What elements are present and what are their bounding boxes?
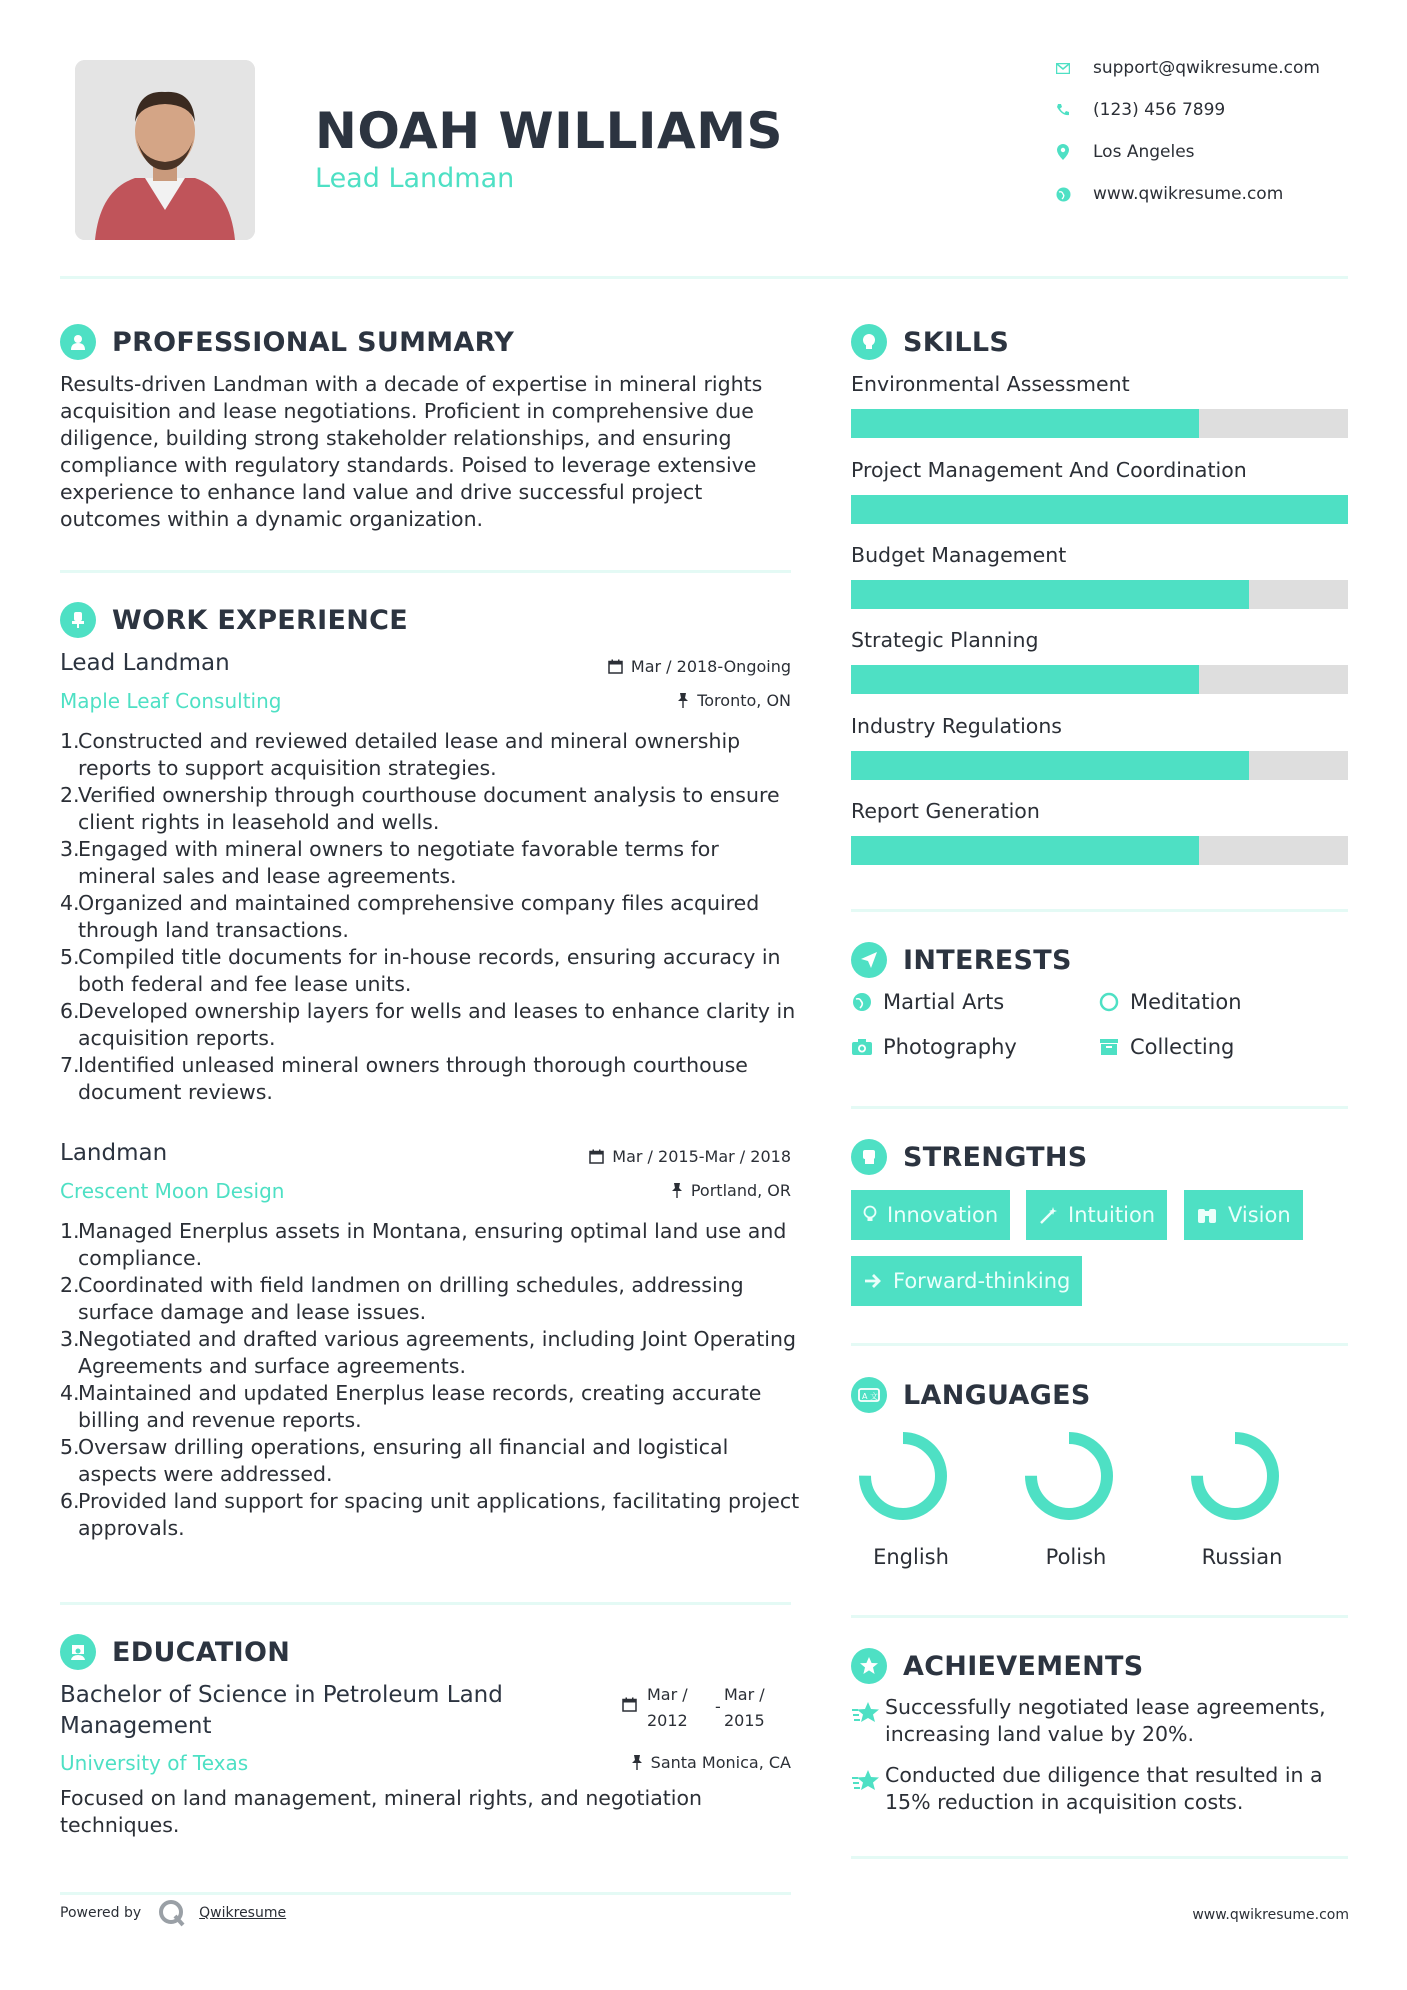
job-1-location — [480, 691, 791, 710]
list-item: 2. Verified ownership through courthouse document analysis to ensure client rights in leasehold and wells. — [60, 783, 780, 834]
binoculars-icon — [1196, 1205, 1218, 1225]
interests-divider — [851, 1106, 1348, 1109]
star-icon — [851, 1762, 885, 1816]
education-location — [480, 1753, 791, 1772]
achievement-item — [851, 1762, 1348, 1816]
achievements-header — [851, 1648, 1144, 1684]
star-icon — [851, 1694, 885, 1748]
skill-bar-fill — [851, 751, 1249, 780]
strengths-divider — [851, 1343, 1348, 1346]
language-gauges — [851, 1428, 1348, 1528]
job-2-date-text: Mar / 2015-Mar / 2018 — [612, 1147, 791, 1166]
strength-tag — [1026, 1190, 1167, 1240]
education-date-dash: - — [715, 1697, 721, 1716]
job-2-location-text: Portland, OR — [690, 1181, 791, 1200]
strength-tag — [851, 1256, 1082, 1306]
skill-label: Strategic Planning — [851, 628, 1039, 652]
job-1-location-text: Toronto, ON — [697, 691, 791, 710]
education-divider — [60, 1892, 791, 1895]
skill-bar-fill — [851, 665, 1199, 694]
user-icon — [60, 324, 96, 360]
job-2-responsibilities — [60, 1218, 800, 1542]
skill-label: Industry Regulations — [851, 714, 1062, 738]
strength-label: Vision — [1228, 1203, 1291, 1227]
fist-icon — [851, 1139, 887, 1175]
profile-photo — [75, 60, 255, 240]
list-item: 3. Engaged with mineral owners to negotiate favorable terms for mineral sales and lease agreements. — [60, 837, 719, 888]
circle-icon — [1098, 991, 1120, 1013]
interests-header — [851, 942, 1072, 978]
job-1-date-text: Mar / 2018-Ongoing — [630, 657, 791, 676]
graduate-icon — [60, 1634, 96, 1670]
achievement-text: Conducted due diligence that resulted in a 15% reduction in acquisition costs. — [885, 1763, 1323, 1814]
interest-item — [1098, 1035, 1234, 1059]
svg-text:文: 文 — [870, 1392, 878, 1401]
strength-tag — [851, 1190, 1010, 1240]
summary-text: Results-driven Landman with a decade of expertise in mineral rights acquisition and lease negotiations. Proficient in comprehensive due diligence, building strong stakeholder relationships, and ensuring compliance with regulatory standards. Poised to leverage extensive experience to enhance land value and drive successful project outcomes within a dynamic organization. — [60, 372, 763, 531]
strengths-header — [851, 1139, 1088, 1175]
job-2-title: Landman — [60, 1140, 168, 1166]
globe-icon — [851, 991, 873, 1013]
candidate-role: Lead Landman — [315, 163, 515, 194]
experience-divider — [60, 1602, 791, 1605]
globe-icon — [1055, 186, 1071, 202]
list-item: 6. Provided land support for spacing unit applications, facilitating project approvals. — [60, 1489, 800, 1540]
phone-icon — [1055, 102, 1071, 118]
briefcase-icon — [60, 602, 96, 638]
interests-title: INTERESTS — [903, 944, 1072, 976]
skill-label: Budget Management — [851, 543, 1067, 567]
location-pin-icon — [1055, 144, 1071, 160]
list-item: 5. Compiled title documents for in-house records, ensuring accuracy in both federal and fee lease units. — [60, 945, 781, 996]
list-item: 2. Coordinated with field landmen on drilling schedules, addressing surface damage and lease issues. — [60, 1273, 744, 1324]
skill-bar-fill — [851, 409, 1199, 438]
skills-title: SKILLS — [903, 326, 1010, 358]
education-end-month: Mar / — [724, 1685, 765, 1704]
contact-phone-text: (123) 456 7899 — [1093, 100, 1226, 120]
archive-box-icon — [1098, 1036, 1120, 1058]
skills-header — [851, 324, 1009, 360]
contact-email-text: support@qwikresume.com — [1093, 58, 1320, 78]
skill-bar-fill — [851, 495, 1348, 524]
summary-title: PROFESSIONAL SUMMARY — [112, 326, 515, 358]
skill-bar — [851, 751, 1348, 780]
job-1-responsibilities — [60, 728, 800, 1106]
skill-bar-fill — [851, 580, 1249, 609]
strength-label: Intuition — [1068, 1203, 1156, 1227]
experience-header — [60, 602, 408, 638]
job-1-company: Maple Leaf Consulting — [60, 689, 282, 713]
contact-website-text: www.qwikresume.com — [1093, 184, 1284, 204]
skills-divider — [851, 909, 1348, 912]
paper-plane-icon — [851, 942, 887, 978]
interest-label: Collecting — [1130, 1035, 1235, 1059]
magic-wand-icon — [1038, 1205, 1058, 1225]
interest-label: Meditation — [1130, 990, 1242, 1014]
contact-website[interactable] — [1055, 184, 1283, 204]
summary-header — [60, 324, 514, 360]
languages-header — [851, 1377, 1091, 1413]
footer-website[interactable]: www.qwikresume.com — [1192, 1907, 1349, 1923]
language-label: Russian — [1201, 1545, 1283, 1569]
calendar-icon — [608, 659, 623, 674]
job-1-title: Lead Landman — [60, 650, 230, 676]
language-gauge-english — [865, 1438, 941, 1514]
qwikresume-link[interactable]: Qwikresume — [199, 1905, 287, 1921]
powered-by-label: Powered by — [60, 1905, 142, 1921]
lightbulb-icon — [851, 324, 887, 360]
skill-bar — [851, 580, 1348, 609]
email-icon — [1055, 60, 1071, 76]
achievement-item — [851, 1694, 1348, 1748]
job-2-company: Crescent Moon Design — [60, 1179, 285, 1203]
calendar-icon — [622, 1697, 637, 1712]
skill-bar — [851, 665, 1348, 694]
contact-phone[interactable] — [1055, 100, 1225, 120]
contact-location — [1055, 142, 1195, 162]
list-item: 4. Maintained and updated Enerplus lease records, creating accurate billing and revenue reports. — [60, 1381, 762, 1432]
education-description: Focused on land management, mineral rights, and negotiation techniques. — [60, 1786, 703, 1837]
languages-title: LANGUAGES — [903, 1379, 1091, 1411]
job-2-date — [480, 1147, 791, 1166]
skill-label: Project Management And Coordination — [851, 458, 1247, 482]
skill-bar — [851, 836, 1348, 865]
list-item: 7. Identified unleased mineral owners through thorough courthouse document reviews. — [60, 1053, 748, 1104]
camera-icon — [851, 1036, 873, 1058]
strength-label: Forward-thinking — [893, 1269, 1071, 1293]
interest-label: Photography — [883, 1035, 1017, 1059]
strengths-title: STRENGTHS — [903, 1141, 1088, 1173]
contact-email[interactable] — [1055, 58, 1320, 78]
language-gauge-polish — [1031, 1438, 1107, 1514]
list-item: 1. Constructed and reviewed detailed lease and mineral ownership reports to support acquisition strategies. — [60, 729, 741, 780]
skill-label: Environmental Assessment — [851, 372, 1130, 396]
interest-item — [1098, 990, 1242, 1014]
education-end-year: 2015 — [724, 1711, 765, 1730]
list-item: 5. Oversaw drilling operations, ensuring all financial and logistical aspects were addressed. — [60, 1435, 729, 1486]
arrow-right-icon — [863, 1272, 883, 1290]
summary-divider — [60, 570, 791, 573]
language-label: Polish — [1045, 1545, 1107, 1569]
education-degree: Bachelor of Science in Petroleum Land Management — [60, 1682, 503, 1739]
strength-tag — [1184, 1190, 1303, 1240]
list-item: 1. Managed Enerplus assets in Montana, ensuring optimal land use and compliance. — [60, 1219, 787, 1270]
education-location-text: Santa Monica, CA — [650, 1753, 791, 1772]
languages-divider — [851, 1615, 1348, 1618]
list-item: 6. Developed ownership layers for wells and leases to enhance clarity in acquisition reports. — [60, 999, 796, 1050]
language-gauge-russian — [1197, 1438, 1273, 1514]
job-1-date — [480, 657, 791, 676]
achievement-text: Successfully negotiated lease agreements, increasing land value by 20%. — [885, 1695, 1326, 1746]
skill-bar-fill — [851, 836, 1199, 865]
pushpin-icon — [631, 1755, 643, 1770]
job-2-location — [480, 1181, 791, 1200]
skill-bar — [851, 409, 1348, 438]
education-title: EDUCATION — [112, 1636, 291, 1668]
achievements-title: ACHIEVEMENTS — [903, 1650, 1144, 1682]
experience-title: WORK EXPERIENCE — [112, 604, 408, 636]
language-icon — [851, 1377, 887, 1413]
interest-item — [851, 1035, 1017, 1059]
qwikresume-logo-icon — [157, 1898, 187, 1928]
svg-text:A: A — [862, 1392, 868, 1401]
education-start-year: 2012 — [647, 1711, 688, 1730]
footer-powered — [60, 1898, 286, 1928]
strength-label: Innovation — [887, 1203, 999, 1227]
calendar-icon — [589, 1149, 604, 1164]
contact-location-text: Los Angeles — [1093, 142, 1195, 162]
header-divider — [60, 276, 1348, 279]
education-school: University of Texas — [60, 1751, 249, 1775]
skill-bar — [851, 495, 1348, 524]
education-header — [60, 1634, 290, 1670]
achievements-divider — [851, 1856, 1348, 1859]
interest-label: Martial Arts — [883, 990, 1005, 1014]
language-label: English — [873, 1545, 949, 1569]
star-badge-icon — [851, 1648, 887, 1684]
skill-label: Report Generation — [851, 799, 1040, 823]
lightbulb-icon — [863, 1205, 877, 1225]
list-item: 3. Negotiated and drafted various agreements, including Joint Operating Agreements and surface agreements. — [60, 1327, 796, 1378]
pushpin-icon — [671, 1183, 683, 1198]
list-item: 4. Organized and maintained comprehensive company files acquired through land transactions. — [60, 891, 760, 942]
pushpin-icon — [677, 693, 689, 708]
interest-item — [851, 990, 1004, 1014]
candidate-name: NOAH WILLIAMS — [315, 102, 783, 160]
education-start-month: Mar / — [647, 1685, 688, 1704]
